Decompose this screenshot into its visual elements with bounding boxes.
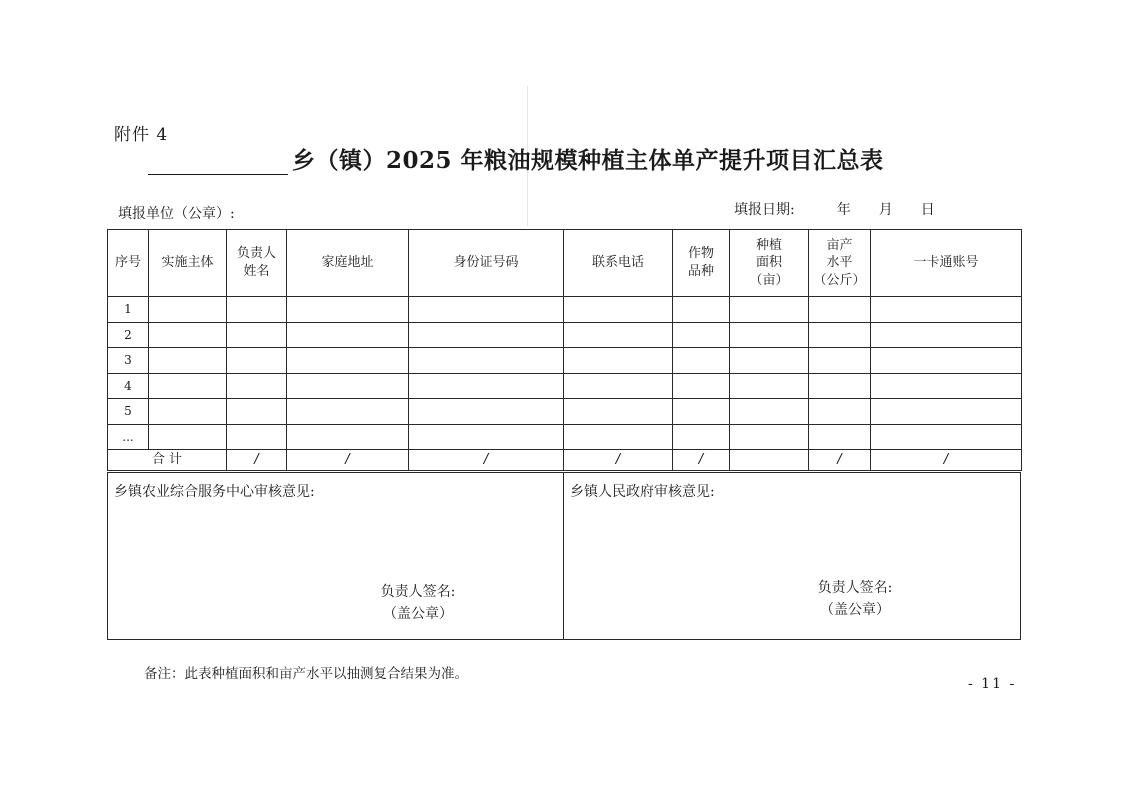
header-cell: [871, 230, 1022, 297]
header-cell: [809, 230, 871, 297]
total-cell: /: [409, 450, 564, 471]
table-cell[interactable]: [409, 348, 564, 374]
table-cell[interactable]: [409, 399, 564, 425]
row-number: 1: [108, 297, 149, 323]
service-center-signature: [363, 581, 473, 626]
table-cell[interactable]: [871, 424, 1022, 450]
table-cell[interactable]: [871, 297, 1022, 323]
table-cell[interactable]: [227, 424, 287, 450]
table-cell[interactable]: [409, 322, 564, 348]
table-cell[interactable]: [149, 297, 227, 323]
table-cell[interactable]: [287, 399, 409, 425]
table-cell[interactable]: [730, 424, 809, 450]
page-title: 乡（镇）2025 年粮油规模种植主体单产提升项目汇总表: [292, 147, 884, 174]
attachment-label: 附件 4: [114, 125, 169, 145]
table-cell[interactable]: [287, 348, 409, 374]
fill-date-day: 日: [920, 202, 935, 218]
government-opinion-box[interactable]: [563, 472, 1021, 640]
fill-date-label: 填报日期:: [734, 202, 795, 218]
total-cell: [730, 450, 809, 471]
fill-date-month: 月: [878, 202, 893, 218]
total-cell: /: [227, 450, 287, 471]
row-number: 4: [108, 373, 149, 399]
table-cell[interactable]: [673, 399, 730, 425]
header-area: 种植 面积 （亩）: [749, 237, 789, 288]
table-cell[interactable]: [809, 348, 871, 374]
table-cell[interactable]: [809, 297, 871, 323]
table-cell[interactable]: [149, 424, 227, 450]
summary-table: [107, 229, 1022, 471]
table-cell[interactable]: [227, 373, 287, 399]
table-cell[interactable]: [730, 348, 809, 374]
total-label: 合 计: [108, 450, 227, 471]
government-opinion-title: 乡镇人民政府审核意见:: [570, 484, 715, 500]
table-cell[interactable]: [287, 424, 409, 450]
table-cell[interactable]: [227, 399, 287, 425]
signature-label: 负责人签名:: [817, 580, 893, 596]
township-name-blank[interactable]: [148, 142, 288, 175]
table-cell[interactable]: [809, 373, 871, 399]
header-cell: [673, 230, 730, 297]
table-cell[interactable]: [673, 348, 730, 374]
table-row: [108, 373, 1022, 399]
table-row: [108, 322, 1022, 348]
table-cell[interactable]: [409, 297, 564, 323]
total-cell: /: [564, 450, 673, 471]
header-person: 负责人 姓名: [236, 246, 276, 279]
header-cell: [287, 230, 409, 297]
header-yield: 亩产 水平 （公斤）: [813, 237, 866, 288]
fill-unit-label: 填报单位（公章）:: [118, 206, 235, 222]
seal-label: （盖公章）: [820, 602, 890, 619]
table-row: [108, 348, 1022, 374]
service-center-opinion-title: 乡镇农业综合服务中心审核意见:: [114, 484, 315, 500]
header-cell: [108, 230, 149, 297]
fill-date: [734, 199, 935, 219]
service-center-opinion-box[interactable]: [107, 472, 564, 640]
table-header-row: [108, 230, 1022, 297]
total-cell: /: [673, 450, 730, 471]
table-cell[interactable]: [730, 297, 809, 323]
government-signature: [800, 577, 910, 622]
header-cell: [409, 230, 564, 297]
table-cell[interactable]: [730, 399, 809, 425]
header-id-number: 身份证号码: [453, 255, 519, 271]
table-cell[interactable]: [564, 399, 673, 425]
total-cell: /: [871, 450, 1022, 471]
table-cell[interactable]: [227, 322, 287, 348]
table-cell[interactable]: [871, 322, 1022, 348]
table-cell[interactable]: [149, 322, 227, 348]
table-cell[interactable]: [673, 424, 730, 450]
signature-label: 负责人签名:: [380, 584, 456, 600]
header-crop: 作物 品种: [687, 246, 714, 279]
page-number: - 11 -: [968, 676, 1017, 692]
table-cell[interactable]: [287, 373, 409, 399]
total-row: [108, 450, 1022, 471]
row-number: 2: [108, 322, 149, 348]
header-phone: 联系电话: [591, 255, 644, 271]
table-cell[interactable]: [673, 373, 730, 399]
table-cell[interactable]: [564, 424, 673, 450]
table-cell[interactable]: [871, 373, 1022, 399]
table-cell[interactable]: [149, 348, 227, 374]
table-cell[interactable]: [409, 373, 564, 399]
table-cell[interactable]: [871, 348, 1022, 374]
row-number: 5: [108, 399, 149, 425]
table-cell[interactable]: [409, 424, 564, 450]
table-row: [108, 399, 1022, 425]
table-row: [108, 297, 1022, 323]
header-cell: [149, 230, 227, 297]
table-cell[interactable]: [809, 399, 871, 425]
table-cell[interactable]: [871, 399, 1022, 425]
table-cell[interactable]: [564, 348, 673, 374]
total-cell: /: [809, 450, 871, 471]
row-number: ...: [108, 424, 149, 450]
table-cell[interactable]: [227, 348, 287, 374]
table-cell[interactable]: [673, 297, 730, 323]
row-number: 3: [108, 348, 149, 374]
table-cell[interactable]: [564, 322, 673, 348]
table-cell[interactable]: [564, 297, 673, 323]
header-address: 家庭地址: [321, 255, 374, 271]
header-cell: [730, 230, 809, 297]
seal-label: （盖公章）: [383, 606, 453, 623]
table-cell[interactable]: [809, 424, 871, 450]
header-entity: 实施主体: [161, 255, 214, 271]
table-cell[interactable]: [287, 297, 409, 323]
table-cell[interactable]: [564, 373, 673, 399]
header-account: 一卡通账号: [913, 255, 979, 271]
table-cell[interactable]: [730, 373, 809, 399]
table-cell[interactable]: [730, 322, 809, 348]
footnote: 备注：此表种植面积和亩产水平以抽测复合结果为准。: [144, 666, 468, 682]
header-cell: [564, 230, 673, 297]
table-cell[interactable]: [809, 322, 871, 348]
header-seq: 序号: [114, 255, 141, 271]
table-cell[interactable]: [149, 373, 227, 399]
table-cell[interactable]: [149, 399, 227, 425]
total-cell: /: [287, 450, 409, 471]
table-cell[interactable]: [673, 322, 730, 348]
table-cell[interactable]: [227, 297, 287, 323]
header-cell: [227, 230, 287, 297]
table-cell[interactable]: [287, 322, 409, 348]
fill-date-year: 年: [836, 202, 851, 218]
title-row: [148, 142, 884, 175]
table-row: [108, 424, 1022, 450]
